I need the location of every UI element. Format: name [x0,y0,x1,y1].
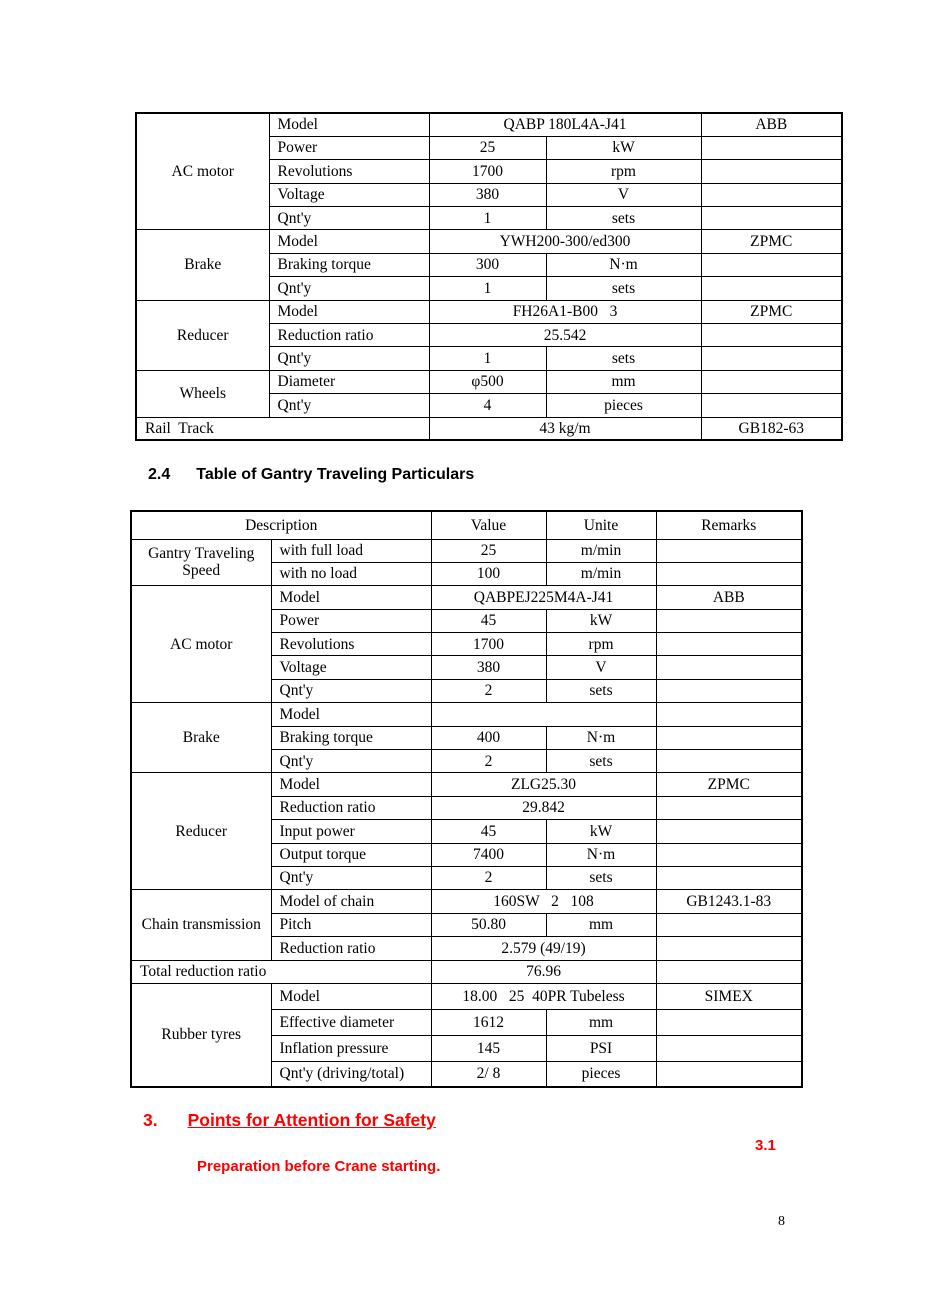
attr-cell: with no load [271,562,431,585]
unit-cell: N·m [546,726,656,749]
attr-cell: Diameter [269,370,429,393]
attr-cell: Qnt'y [269,394,429,417]
unit-cell: sets [546,347,701,370]
value-cell: 100 [431,562,546,585]
value-cell: 45 [431,820,546,843]
remark-cell: ABB [656,586,802,609]
attr-cell: Qnt'y (driving/total) [271,1061,431,1087]
remark-cell [701,136,842,159]
subsection-title: Preparation before Crane starting. [197,1158,441,1175]
section-number: 2.4 [148,466,171,483]
remark-cell [656,750,802,773]
value-cell: 2 [431,750,546,773]
unit-cell: mm [546,370,701,393]
header-description: Description [131,511,431,539]
section-heading-3 [143,1110,436,1131]
remark-cell [656,539,802,562]
remark-cell: ABB [701,113,842,136]
value-cell: FH26A1-B00 3 [429,300,701,323]
value-cell: 2.579 (49/19) [431,937,656,960]
crane-mechanism-spec-table [135,112,843,441]
header-value: Value [431,511,546,539]
remark-cell [656,679,802,702]
value-cell: 45 [431,609,546,632]
group-cell-reducer: Reducer [131,773,271,890]
group-cell-speed: Gantry Traveling Speed [131,539,271,586]
value-cell: QABP 180L4A-J41 [429,113,701,136]
remark-cell [701,277,842,300]
value-cell: 2 [431,866,546,889]
remark-cell [701,394,842,417]
value-cell: 25.542 [429,324,701,347]
group-cell-wheels: Wheels [136,370,269,417]
attr-cell: Model [269,230,429,253]
attr-cell: Model [269,113,429,136]
unit-cell: sets [546,207,701,230]
attr-cell: Voltage [269,183,429,206]
unit-cell: pieces [546,394,701,417]
total-reduction-ratio-label-cell: Total reduction ratio [131,960,431,983]
remark-cell: ZPMC [701,230,842,253]
unit-cell: sets [546,866,656,889]
remark-cell [656,820,802,843]
attr-cell: Reduction ratio [271,796,431,819]
remark-cell [701,370,842,393]
value-cell: 380 [431,656,546,679]
unit-cell: PSI [546,1035,656,1061]
unit-cell: rpm [546,633,656,656]
attr-cell: Effective diameter [271,1009,431,1035]
unit-cell: kW [546,609,656,632]
unit-cell: kW [546,820,656,843]
value-cell: 145 [431,1035,546,1061]
remark-cell [701,324,842,347]
attr-cell: Revolutions [271,633,431,656]
group-cell-chain-transmission: Chain transmission [131,890,271,960]
attr-cell: Reduction ratio [271,937,431,960]
unit-cell: sets [546,679,656,702]
value-cell: 25 [429,136,546,159]
value-cell: 18.00 25 40PR Tubeless [431,983,656,1009]
unit-cell: mm [546,913,656,936]
section-heading-2-4 [148,466,474,484]
remark-cell [656,562,802,585]
unit-cell: sets [546,750,656,773]
attr-cell: Qnt'y [271,679,431,702]
unit-cell: m/min [546,562,656,585]
attr-cell: Revolutions [269,160,429,183]
value-cell: 380 [429,183,546,206]
remark-cell [701,183,842,206]
value-cell: 1 [429,277,546,300]
remark-cell [656,843,802,866]
remark-cell [656,1009,802,1035]
remark-cell [701,253,842,276]
remark-cell [701,207,842,230]
unit-cell: N·m [546,253,701,276]
unit-cell: V [546,183,701,206]
value-cell: 25 [431,539,546,562]
remark-cell [701,347,842,370]
remark-cell [701,160,842,183]
header-unit: Unite [546,511,656,539]
remark-cell [656,726,802,749]
remark-cell [656,1035,802,1061]
attr-cell: Qnt'y [269,347,429,370]
attr-cell: Qnt'y [271,866,431,889]
unit-cell: sets [546,277,701,300]
unit-cell: N·m [546,843,656,866]
rail-track-label-cell: Rail Track [136,417,429,440]
value-cell [431,703,656,726]
attr-cell: Qnt'y [269,277,429,300]
remark-cell [656,633,802,656]
value-cell: 50.80 [431,913,546,936]
value-cell: φ500 [429,370,546,393]
group-cell-rubber-tyres: Rubber tyres [131,983,271,1087]
remark-cell [656,937,802,960]
value-cell: ZLG25.30 [431,773,656,796]
gantry-traveling-particulars-table [130,510,803,1088]
attr-cell: Power [271,609,431,632]
attr-cell: with full load [271,539,431,562]
rail-track-value-cell: 43 kg/m [429,417,701,440]
attr-cell: Model [271,983,431,1009]
value-cell: 1700 [431,633,546,656]
total-reduction-ratio-remark-cell [656,960,802,983]
section-number-3-1: 3.1 [755,1137,776,1154]
unit-cell: pieces [546,1061,656,1087]
value-cell: 1612 [431,1009,546,1035]
remark-cell [656,1061,802,1087]
unit-cell: V [546,656,656,679]
remark-cell [656,703,802,726]
attr-cell: Pitch [271,913,431,936]
section-number: 3. [143,1110,158,1130]
remark-cell [656,913,802,936]
group-cell-brake: Brake [131,703,271,773]
value-cell: 1 [429,207,546,230]
group-cell-ac-motor: AC motor [136,113,269,230]
group-cell-ac-motor: AC motor [131,586,271,703]
attr-cell: Model [269,300,429,323]
remark-cell [656,609,802,632]
remark-cell [656,796,802,819]
attr-cell: Braking torque [269,253,429,276]
section-title: Points for Attention for Safety [187,1110,436,1130]
remark-cell [656,866,802,889]
section-title: Table of Gantry Traveling Particulars [196,466,475,483]
attr-cell: Voltage [271,656,431,679]
unit-cell: m/min [546,539,656,562]
remark-cell: SIMEX [656,983,802,1009]
value-cell: 2/ 8 [431,1061,546,1087]
value-cell: 7400 [431,843,546,866]
value-cell: 2 [431,679,546,702]
total-reduction-ratio-value-cell: 76.96 [431,960,656,983]
attr-cell: Model [271,773,431,796]
page-number: 8 [778,1214,785,1229]
remark-cell: ZPMC [656,773,802,796]
remark-cell: GB1243.1-83 [656,890,802,913]
attr-cell: Input power [271,820,431,843]
remark-cell: ZPMC [701,300,842,323]
attr-cell: Model [271,703,431,726]
attr-cell: Output torque [271,843,431,866]
value-cell: 4 [429,394,546,417]
attr-cell: Qnt'y [269,207,429,230]
value-cell: YWH200-300/ed300 [429,230,701,253]
unit-cell: kW [546,136,701,159]
group-cell-brake: Brake [136,230,269,300]
value-cell: 160SW 2 108 [431,890,656,913]
rail-track-remark-cell: GB182-63 [701,417,842,440]
value-cell: 29.842 [431,796,656,819]
attr-cell: Reduction ratio [269,324,429,347]
attr-cell: Inflation pressure [271,1035,431,1061]
unit-cell: rpm [546,160,701,183]
value-cell: QABPEJ225M4A-J41 [431,586,656,609]
value-cell: 1700 [429,160,546,183]
attr-cell: Qnt'y [271,750,431,773]
remark-cell [656,656,802,679]
value-cell: 1 [429,347,546,370]
group-cell-reducer: Reducer [136,300,269,370]
attr-cell: Model [271,586,431,609]
attr-cell: Braking torque [271,726,431,749]
header-remarks: Remarks [656,511,802,539]
unit-cell: mm [546,1009,656,1035]
value-cell: 300 [429,253,546,276]
attr-cell: Power [269,136,429,159]
attr-cell: Model of chain [271,890,431,913]
value-cell: 400 [431,726,546,749]
